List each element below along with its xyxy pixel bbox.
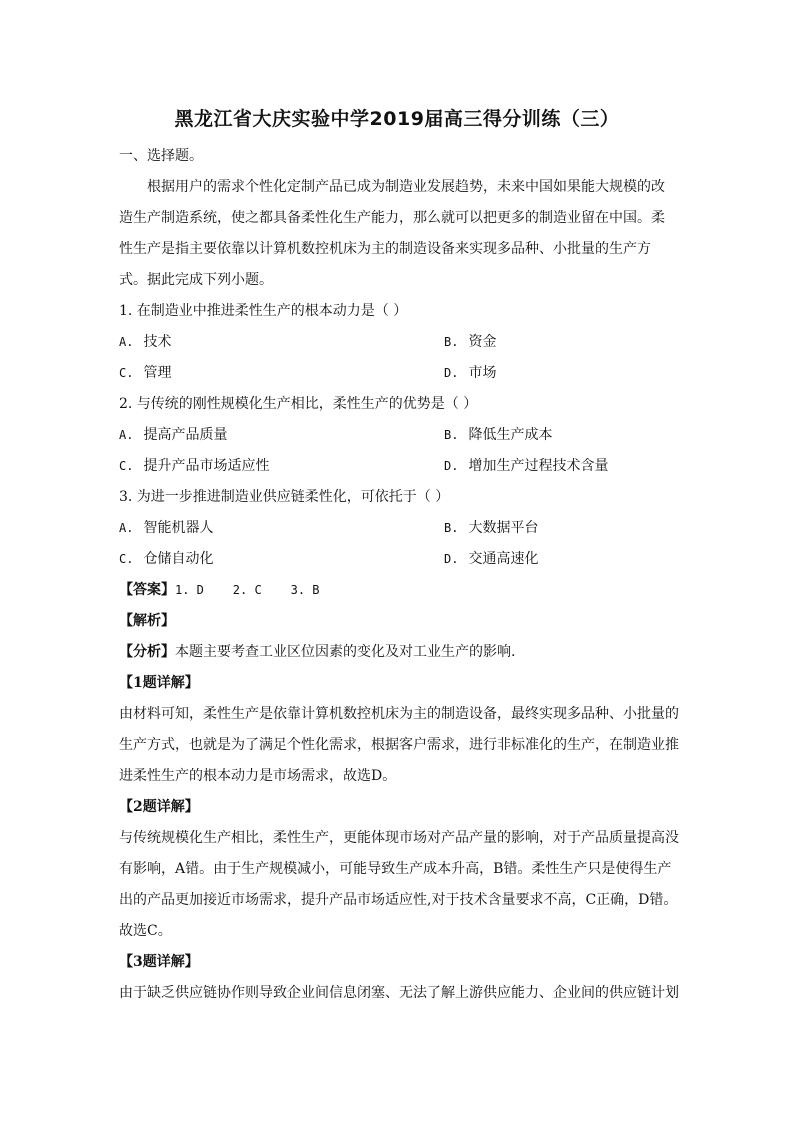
q2-detail-label: 【2题详解】 <box>119 799 199 815</box>
intro-line: 式。据此完成下列小题。 <box>119 272 273 288</box>
q2-detail-line: 与传统规模化生产相比，柔性生产，更能体现市场对产品产量的影响，对于产品质量提高没 <box>119 830 679 846</box>
section-heading: 一、选择题。 <box>119 148 203 164</box>
option-c <box>119 363 171 383</box>
option-letter: C. <box>119 366 134 380</box>
option-text: 提升产品市场适应性 <box>143 458 270 474</box>
option-letter: A. <box>119 521 134 535</box>
q3-detail-label: 【3题详解】 <box>119 954 199 970</box>
answer-label: 【答案】 <box>119 582 175 598</box>
question-stem: 2. 与传统的刚性规模化生产相比，柔性生产的优势是（ ） <box>119 396 478 412</box>
option-letter: B. <box>444 428 459 442</box>
option-text: 仓储自动化 <box>143 551 214 567</box>
q1-detail-label: 【1题详解】 <box>119 675 199 691</box>
option-text: 提高产品质量 <box>143 427 228 443</box>
option-text: 大数据平台 <box>468 520 539 536</box>
option-letter: D. <box>444 459 459 473</box>
option-text: 管理 <box>143 365 172 381</box>
analysis-label: 【解析】 <box>119 613 175 629</box>
fenxi-line <box>119 642 515 662</box>
option-c <box>119 456 269 476</box>
option-text: 资金 <box>468 334 497 350</box>
option-letter: A. <box>119 428 134 442</box>
answer-line <box>119 580 320 600</box>
intro-line: 根据用户的需求个性化定制产品已成为制造业发展趋势，未来中国如果能大规模的改 <box>147 179 665 195</box>
q2-detail-line: 出的产品更加接近市场需求，提升产品市场适应性,对于技术含量要求不高，C正确，D错。 <box>119 892 678 908</box>
option-text: 增加生产过程技术含量 <box>468 458 609 474</box>
option-a <box>119 518 213 538</box>
option-letter: C. <box>119 552 134 566</box>
q1-detail-line: 进柔性生产的根本动力是市场需求，故选D。 <box>119 768 397 784</box>
option-c <box>119 549 213 569</box>
option-d <box>444 456 608 476</box>
q2-detail-line: 有影响，A错。由于生产规模减小，可能导致生产成本升高，B错。柔性生产只是使得生产 <box>119 861 672 877</box>
fenxi-text: 本题主要考查工业区位因素的变化及对工业生产的影响. <box>175 644 516 660</box>
option-letter: B. <box>444 521 459 535</box>
option-b <box>444 518 538 538</box>
answer-text: 1. D 2. C 3. B <box>175 583 320 597</box>
question-stem: 3. 为进一步推进制造业供应链柔性化，可依托于（ ） <box>119 489 450 505</box>
option-text: 交通高速化 <box>468 551 539 567</box>
option-letter: A. <box>119 335 134 349</box>
fenxi-label: 【分析】 <box>119 644 175 660</box>
option-b <box>444 425 552 445</box>
option-a <box>119 332 171 352</box>
intro-line: 性生产是指主要依靠以计算机数控机床为主的制造设备来实现多品种、小批量的生产方 <box>119 241 651 257</box>
option-d <box>444 363 496 383</box>
option-text: 技术 <box>143 334 172 350</box>
option-letter: C. <box>119 459 134 473</box>
q1-detail-line: 生产方式，也就是为了满足个性化需求，根据客户需求，进行非标准化的生产，在制造业推 <box>119 737 679 753</box>
option-text: 市场 <box>468 365 497 381</box>
option-letter: D. <box>444 552 459 566</box>
option-text: 降低生产成本 <box>468 427 553 443</box>
q1-detail-line: 由材料可知，柔性生产是依靠计算机数控机床为主的制造设备，最终实现多品种、小批量的 <box>119 706 679 722</box>
option-letter: B. <box>444 335 459 349</box>
q2-detail-line: 故选C。 <box>119 923 172 939</box>
intro-line: 造生产制造系统，使之都具备柔性化生产能力，那么就可以把更多的制造业留在中国。柔 <box>119 210 665 226</box>
option-letter: D. <box>444 366 459 380</box>
option-text: 智能机器人 <box>143 520 214 536</box>
q3-detail-line: 由于缺乏供应链协作则导致企业间信息闭塞、无法了解上游供应能力、企业间的供应链计划 <box>119 985 679 1001</box>
option-a <box>119 425 227 445</box>
question-stem: 1. 在制造业中推进柔性生产的根本动力是（ ） <box>119 303 408 319</box>
option-d <box>444 549 538 569</box>
option-b <box>444 332 496 352</box>
document-title: 黑龙江省大庆实验中学2019届高三得分训练（三） <box>174 108 620 130</box>
